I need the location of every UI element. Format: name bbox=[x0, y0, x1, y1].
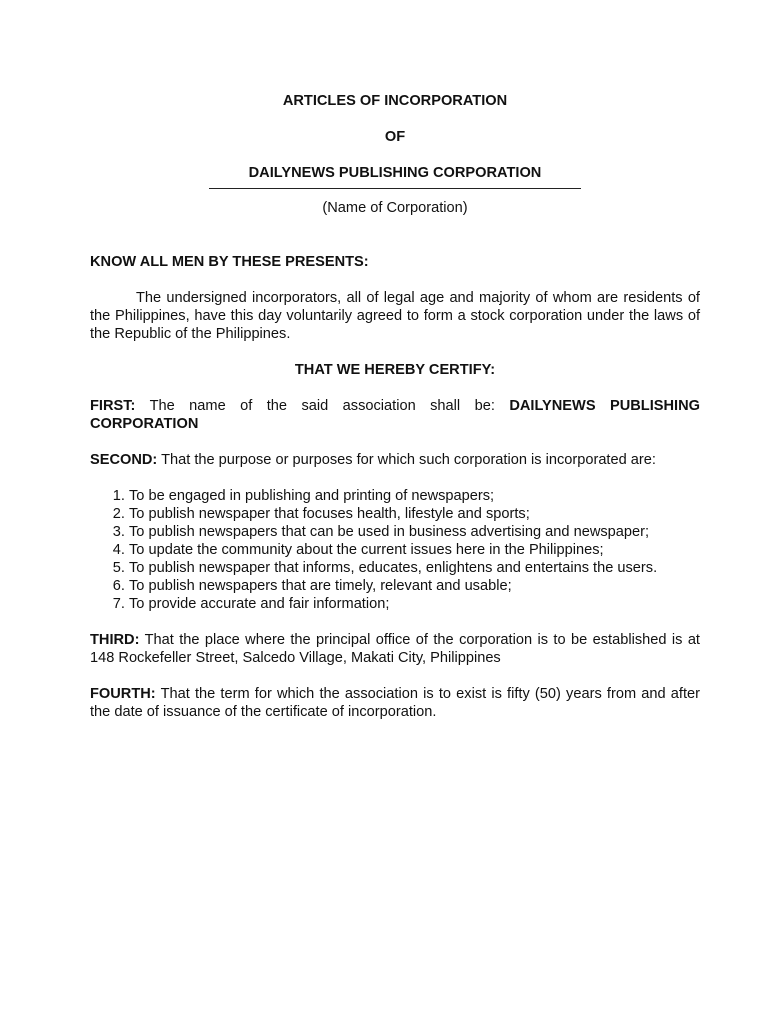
article-fourth-text: That the term for which the association is to exist is fifty (50) years from and after the date of issuance of the certificate of incorporation. bbox=[90, 686, 700, 720]
article-third bbox=[90, 631, 700, 667]
article-first-label: FIRST: bbox=[90, 398, 136, 414]
certify-heading: THAT WE HEREBY CERTIFY: bbox=[294, 362, 496, 378]
name-underline bbox=[209, 188, 581, 189]
list-item: 7. To provide accurate and fair information; bbox=[129, 595, 700, 613]
article-second-label: SECOND: bbox=[90, 452, 158, 468]
list-item: 4. To update the community about the current issues here in the Philippines; bbox=[129, 541, 700, 559]
salutation: KNOW ALL MEN BY THESE PRESENTS: bbox=[90, 254, 369, 270]
corporation-name: DAILYNEWS PUBLISHING CORPORATION bbox=[248, 165, 542, 181]
list-item: 2. To publish newspaper that focuses health, lifestyle and sports; bbox=[129, 505, 700, 523]
list-item: 3. To publish newspapers that can be used in business advertising and newspaper; bbox=[129, 523, 700, 541]
document-page bbox=[90, 92, 700, 739]
document-title-of: OF bbox=[384, 129, 406, 145]
list-item: 1. To be engaged in publishing and printing of newspapers; bbox=[129, 487, 700, 505]
article-first-value: DAILYNEWS PUBLISHING CORPORATION bbox=[90, 398, 700, 432]
article-second bbox=[90, 451, 700, 469]
article-fourth-label: FOURTH: bbox=[90, 686, 156, 702]
purpose-list bbox=[90, 487, 700, 613]
list-item: 5. To publish newspaper that informs, educates, enlightens and entertains the users. bbox=[129, 559, 700, 577]
intro-paragraph: The undersigned incorporators, all of legal age and majority of whom are residents of the Philippines, have this day voluntarily agreed to form a stock corporation under the laws of the Republic of the Philippines. bbox=[90, 290, 700, 342]
article-fourth bbox=[90, 685, 700, 721]
list-item: 6. To publish newspapers that are timely, relevant and usable; bbox=[129, 577, 700, 595]
article-third-text: That the place where the principal office of the corporation is to be established is at 148 Rockefeller Street, Salcedo Village, Makati City, Philippines bbox=[90, 632, 700, 666]
article-second-text: That the purpose or purposes for which such corporation is incorporated are: bbox=[157, 452, 656, 468]
article-first bbox=[90, 397, 700, 433]
name-caption: (Name of Corporation) bbox=[322, 200, 468, 216]
document-title: ARTICLES OF INCORPORATION bbox=[282, 93, 508, 109]
article-first-text: The name of the said association shall be: bbox=[135, 398, 510, 414]
article-third-label: THIRD: bbox=[90, 632, 140, 648]
